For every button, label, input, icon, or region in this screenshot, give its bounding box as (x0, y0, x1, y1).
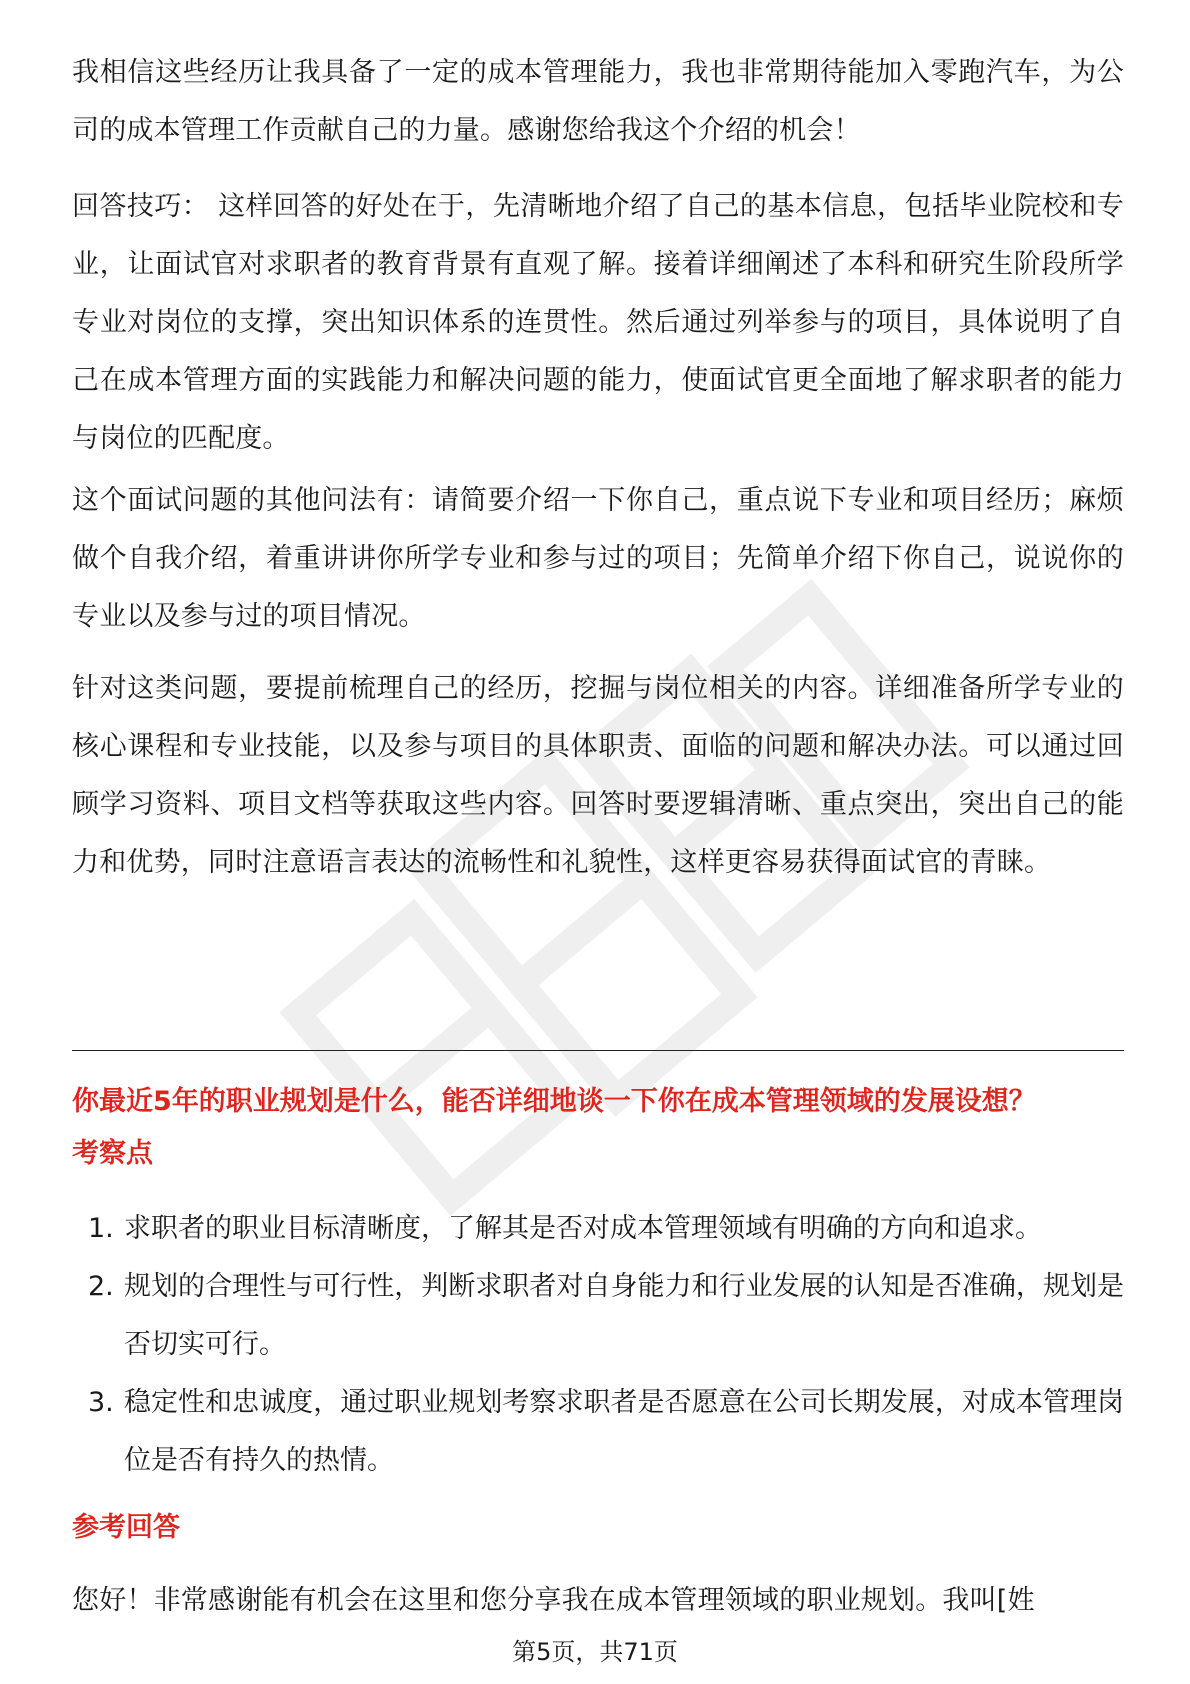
list-number: 2. (88, 1271, 114, 1302)
list-item (72, 1200, 1124, 1258)
list-item (72, 1374, 1124, 1490)
list-item-text: 稳定性和忠诚度，通过职业规划考察求职者是否愿意在公司长期发展，对成本管理岗位是否有持久的热情。 (124, 1387, 1124, 1476)
focus-points-list (72, 1200, 1124, 1490)
list-item-text: 求职者的职业目标清晰度，了解其是否对成本管理领域有明确的方向和追求。 (124, 1213, 1042, 1244)
list-item-text: 规划的合理性与可行性，判断求职者对自身能力和行业发展的认知是否准确，规划是否切实可行。 (124, 1271, 1124, 1360)
paragraph-alternative-questions: 这个面试问题的其他问法有：请简要介绍一下你自己，重点说下专业和项目经历；麻烦做个自我介绍，着重讲讲你所学专业和参与过的项目；先简单介绍下你自己，说说你的专业以及参与过的项目情况。 (72, 485, 1124, 632)
list-item (72, 1258, 1124, 1374)
paragraph-answer-tips: 回答技巧： 这样回答的好处在于，先清晰地介绍了自己的基本信息，包括毕业院校和专业，让面试官对求职者的教育背景有直观了解。接着详细阐述了本科和研究生阶段所学专业对岗位的支撑，突出知识体系的连贯性。然后通过列举参与的项目，具体说明了自己在成本管理方面的实践能力和解决问题的能力，使面试官更全面地了解求职者的能力与岗位的匹配度。 (72, 191, 1124, 454)
list-number: 3. (88, 1387, 114, 1418)
paragraph-closing-statement: 我相信这些经历让我具备了一定的成本管理能力，我也非常期待能加入零跑汽车，为公司的成本管理工作贡献自己的力量。感谢您给我这个介绍的机会！ (72, 57, 1124, 146)
paragraph-reference-answer: 您好！非常感谢能有机会在这里和您分享我在成本管理领域的职业规划。我叫[姓 (72, 1585, 1035, 1616)
question-title: 你最近5年的职业规划是什么，能否详细地谈一下你在成本管理领域的发展设想？ (72, 1086, 1036, 1117)
paragraph-preparation-advice: 针对这类问题，要提前梳理自己的经历，挖掘与岗位相关的内容。详细准备所学专业的核心课程和专业技能，以及参与项目的具体职责、面临的问题和解决办法。可以通过回顾学习资料、项目文档等获取这些内容。回答时要逻辑清晰、重点突出，突出自己的能力和优势，同时注意语言表达的流畅性和礼貌性，这样更容易获得面试官的青睐。 (72, 673, 1124, 878)
page-footer: 第5页，共71页 (512, 1638, 678, 1666)
list-number: 1. (88, 1213, 114, 1244)
section-divider (72, 1050, 1124, 1051)
focus-points-heading: 考察点 (72, 1138, 153, 1169)
reference-answer-heading: 参考回答 (72, 1512, 180, 1543)
